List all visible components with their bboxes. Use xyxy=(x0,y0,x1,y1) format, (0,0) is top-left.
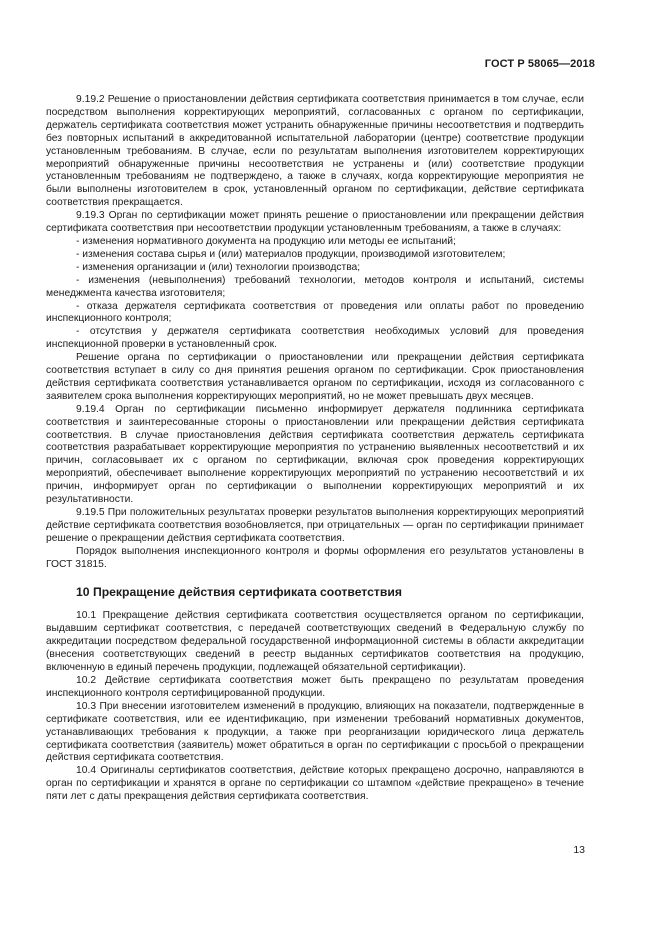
paragraph-10-2: 10.2 Действие сертификата соответствия может быть прекращено по результатам проведения инспекционного контроля сертифицированной продукции. xyxy=(46,674,584,699)
list-item: - отсутствия у держателя сертификата соответствия необходимых условий для проведения инспекционной проверки в установленный срок. xyxy=(46,326,584,351)
page-number: 13 xyxy=(573,844,585,856)
paragraph-9-19-5: 9.19.5 При положительных результатах проверки результатов выполнения корректирующих мероприятий действие сертификата соответствия возобновляется, при отрицательных — орган по сертификации принимает решение о прекращении действия сертификата соответствия. xyxy=(46,507,584,544)
list-item: - изменения организации и (или) технологии производства; xyxy=(76,261,361,273)
standard-header: ГОСТ Р 58065—2018 xyxy=(484,58,595,70)
list-item: - изменения нормативного документа на продукцию или методы ее испытаний; xyxy=(76,235,456,247)
paragraph-10-4: 10.4 Оригиналы сертификатов соответствия, действие которых прекращено досрочно, направляются в орган по сертификации и хранятся в органе по сертификации со штампом «действие прекращено» в течение пяти лет с даты прекращения действия сертификата соответствия. xyxy=(46,765,584,803)
list-item: - отказа держателя сертификата соответствия от проведения или оплаты работ по проведению инспекционного контроля; xyxy=(46,300,584,325)
paragraph-10-3: 10.3 При внесении изготовителем изменений в продукцию, влияющих на показатели, подтвержденные в сертификате соответствия, или ее идентификацию, при изменении требований нормативных документов, устанавливающих требования к продукции, а также при реорганизации юридического лица держатель сертификата соответствия (заявитель) может обратиться в орган по сертификации с просьбой о прекращении действия сертификата соответствия. xyxy=(46,700,584,764)
document-body xyxy=(46,94,584,804)
paragraph-decision: Решение органа по сертификации о приостановлении или прекращении действия сертификата соответствия вступает в силу со дня принятия решения органом по сертификации. Срок приостановления действия сертификата соответствия устанавливается органом по сертификации, исходя из согласованного с заявителем срока выполнения корректирующих мероприятий, но не может превышать двух месяцев. xyxy=(46,352,584,402)
section-title: 10 Прекращение действия сертификата соответствия xyxy=(76,584,402,599)
paragraph-9-19-2: 9.19.2 Решение о приостановлении действия сертификата соответствия принимается в том случае, если посредством выполнения корректирующих мероприятий, согласованных с органом по сертификации, держатель сертификата соответствия может устранить обнаруженные причины несоответствия и подтвердить без повторных испытаний в аккредитованной испытательной лаборатории (центре) соответствие продукции установленным требованиям. В случае, если по результатам выполнения изготовителем корректирующих мероприятий обнаруженные причины несоответствия не устранены и (или) соответствие продукции установленным требованиям не подтверждено, а также в случаях, когда корректирующие мероприятия не были выполнены изготовителем в срок, установленный органом по сертификации, действие сертификата соответствия прекращается. xyxy=(46,94,584,209)
paragraph-procedure: Порядок выполнения инспекционного контроля и формы оформления его результатов установлены в ГОСТ 31815. xyxy=(46,545,584,570)
paragraph-9-19-3: 9.19.3 Орган по сертификации может принять решение о приостановлении или прекращении действия сертификата соответствия при несоответствии продукции установленным требованиям, а также в случаях: xyxy=(46,210,584,235)
list-item: - изменения (невыполнения) требований технологии, методов контроля и испытаний, системы менеджмента качества изготовителя; xyxy=(46,274,584,299)
paragraph-9-19-4: 9.19.4 Орган по сертификации письменно информирует держателя подлинника сертификата соответствия и заинтересованные стороны о приостановлении или прекращении действия сертификата соответствия. В случае приостановления действия сертификата соответствия держатель сертификата соответствия разрабатывает корректирующие мероприятия по устранению выявленных несоответствий и их причин, согласовывает их с органом по сертификации, включая срок проведения корректирующих мероприятий, обеспечивает выполнение корректирующих мероприятий по устранению несоответствий и их причин, информирует орган по сертификации о выполнении корректирующих мероприятий и их результативности. xyxy=(46,403,584,506)
paragraph-10-1: 10.1 Прекращение действия сертификата соответствия осуществляется органом по сертификации, выдавшим сертификат соответствия, с передачей соответствующих сведений в Федеральную службу по аккредитации посредством федеральной государственной информационной системы в области аккредитации (внесения соответствующих сведений в реестр выданных сертификатов соответствия на продукцию, включенную в единый перечень продукции, подлежащей обязательной сертификации). xyxy=(46,610,584,674)
list-item: - изменения состава сырья и (или) материалов продукции, производимой изготовителем; xyxy=(76,248,506,260)
